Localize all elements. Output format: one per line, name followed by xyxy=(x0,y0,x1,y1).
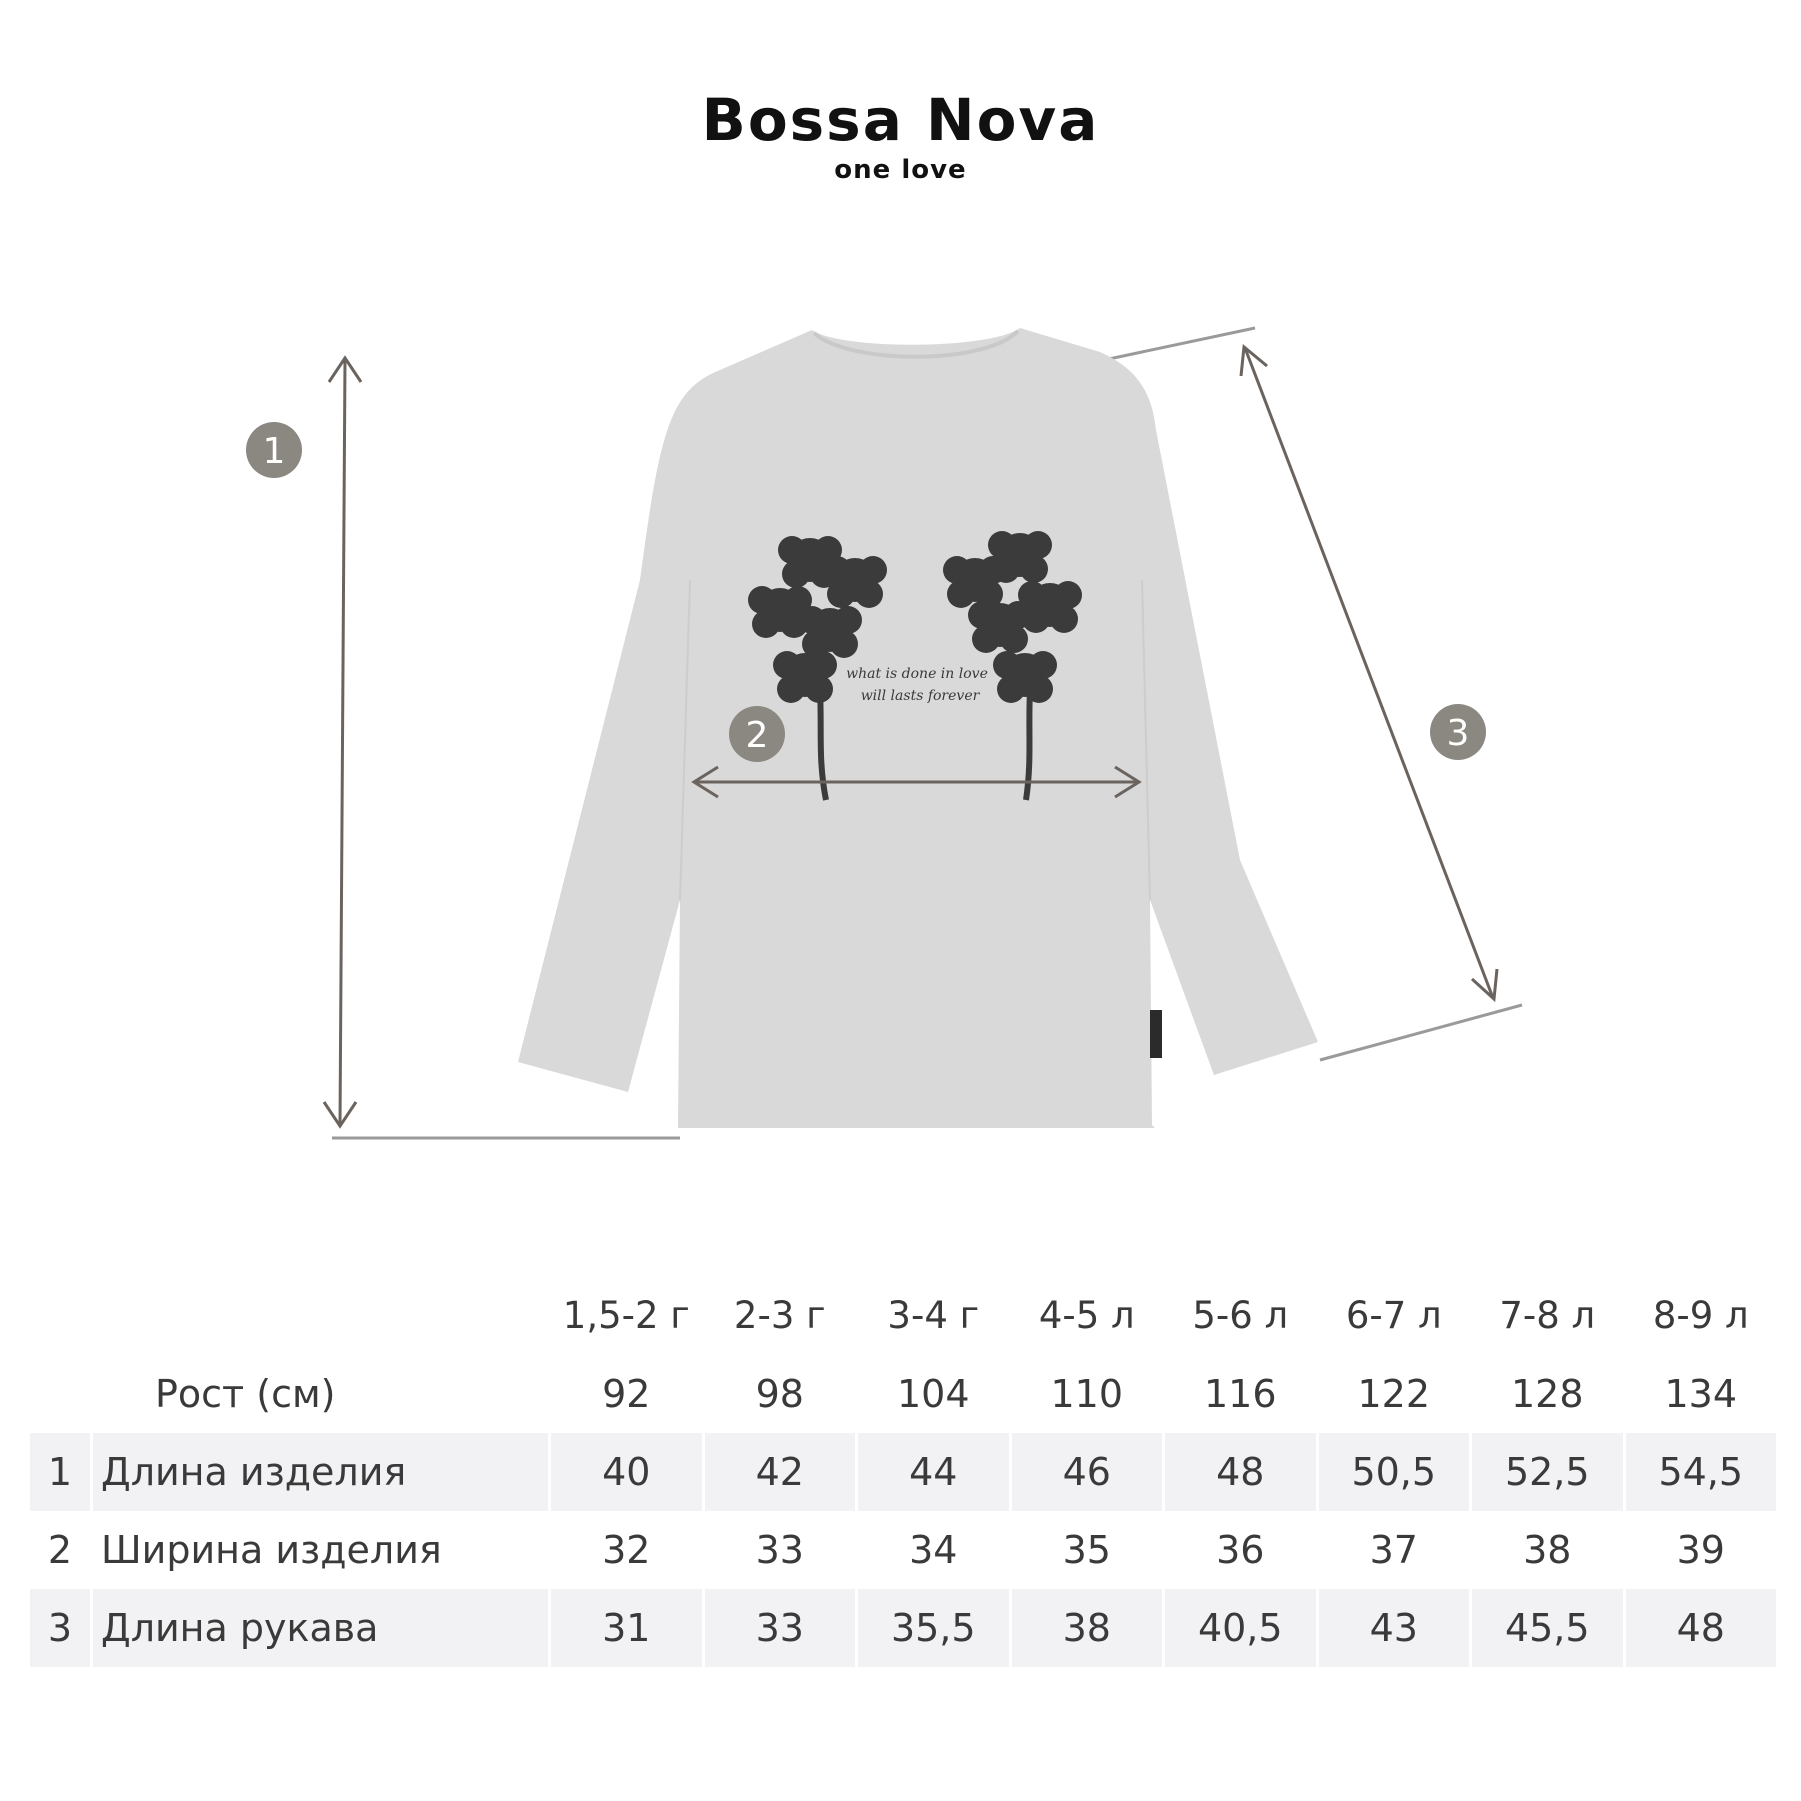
print-text-line1: what is done in love xyxy=(846,666,988,682)
size-header-cell: 6-7 л xyxy=(1345,1293,1442,1337)
measurement-value-cell: 48 xyxy=(1165,1433,1316,1511)
svg-text:1: 1 xyxy=(262,431,286,472)
height-value-cell: 122 xyxy=(1357,1372,1431,1416)
row-label: Ширина изделия xyxy=(101,1528,442,1572)
row-label: Длина изделия xyxy=(93,1433,548,1511)
size-header-cell: 2-3 г xyxy=(733,1293,826,1337)
measurement-value-cell: 34 xyxy=(909,1528,958,1572)
measurement-value-cell: 38 xyxy=(1523,1528,1572,1572)
height-row-label: Рост (см) xyxy=(155,1372,336,1416)
svg-text:3: 3 xyxy=(1446,713,1470,754)
measurement-value-cell: 48 xyxy=(1626,1589,1777,1667)
measurement-value-cell: 36 xyxy=(1216,1528,1265,1572)
longsleeve-shirt xyxy=(518,328,1318,1128)
empty-cell xyxy=(93,1275,548,1355)
brand-name: Bossa Nova xyxy=(701,86,1100,154)
empty-cell xyxy=(30,1275,90,1355)
height-value-cell: 134 xyxy=(1664,1372,1738,1416)
height-value-cell: 116 xyxy=(1203,1372,1277,1416)
cuff-reference-line xyxy=(1320,1005,1522,1060)
measurement-value-cell: 52,5 xyxy=(1472,1433,1623,1511)
shoulder-reference-line xyxy=(1090,328,1255,363)
measurement-value-cell: 33 xyxy=(705,1589,856,1667)
measurement-value-cell: 43 xyxy=(1319,1589,1470,1667)
measurement-value-cell: 45,5 xyxy=(1472,1589,1623,1667)
measurement-value-cell: 40 xyxy=(551,1433,702,1511)
height-value-cell: 128 xyxy=(1510,1372,1584,1416)
row-label: Длина рукава xyxy=(93,1589,548,1667)
badge-1 xyxy=(246,422,302,478)
brand-logo xyxy=(0,85,1801,185)
height-value-cell: 92 xyxy=(602,1372,651,1416)
measurement-value-cell: 42 xyxy=(705,1433,856,1511)
height-value-cell: 110 xyxy=(1050,1372,1124,1416)
print-text-line2: will lasts forever xyxy=(860,688,980,704)
measurement-value-cell: 35,5 xyxy=(858,1589,1009,1667)
size-table xyxy=(27,1275,1779,1667)
size-header-cell: 3-4 г xyxy=(887,1293,980,1337)
size-header-cell: 8-9 л xyxy=(1652,1293,1749,1337)
measurement-value-cell: 31 xyxy=(551,1589,702,1667)
size-header-cell: 5-6 л xyxy=(1192,1293,1289,1337)
measurement-row xyxy=(30,1433,1776,1511)
sleeve-arrow xyxy=(1241,347,1497,999)
row-number: 2 xyxy=(47,1528,73,1572)
measurement-value-cell: 44 xyxy=(858,1433,1009,1511)
measurement-value-cell: 39 xyxy=(1676,1528,1725,1572)
measurement-value-cell: 37 xyxy=(1369,1528,1418,1572)
measurement-value-cell: 33 xyxy=(755,1528,804,1572)
measurement-value-cell: 46 xyxy=(1012,1433,1163,1511)
measurement-value-cell: 54,5 xyxy=(1626,1433,1777,1511)
size-header-cell: 4-5 л xyxy=(1038,1293,1135,1337)
measurement-value-cell: 38 xyxy=(1012,1589,1163,1667)
row-number: 1 xyxy=(30,1433,90,1511)
measurement-row xyxy=(30,1589,1776,1667)
size-header-row xyxy=(30,1275,1776,1355)
size-header-cell: 1,5-2 г xyxy=(562,1293,690,1337)
empty-cell xyxy=(30,1355,90,1433)
row-number: 3 xyxy=(30,1589,90,1667)
measurement-value-cell: 50,5 xyxy=(1319,1433,1470,1511)
length-arrow xyxy=(324,358,361,1126)
badge-2 xyxy=(729,706,785,762)
measurement-value-cell: 32 xyxy=(602,1528,651,1572)
badge-3 xyxy=(1430,704,1486,760)
measurement-value-cell: 40,5 xyxy=(1165,1589,1316,1667)
garment-label-tag xyxy=(1150,1010,1162,1058)
brand-tagline: one love xyxy=(834,155,967,185)
height-value-cell: 98 xyxy=(755,1372,804,1416)
size-header-cell: 7-8 л xyxy=(1499,1293,1596,1337)
measurement-value-cell: 35 xyxy=(1062,1528,1111,1572)
height-row xyxy=(30,1355,1776,1433)
height-value-cell: 104 xyxy=(896,1372,970,1416)
measurement-row xyxy=(30,1511,1776,1589)
svg-text:2: 2 xyxy=(745,715,769,756)
measurement-diagram xyxy=(0,280,1801,1180)
